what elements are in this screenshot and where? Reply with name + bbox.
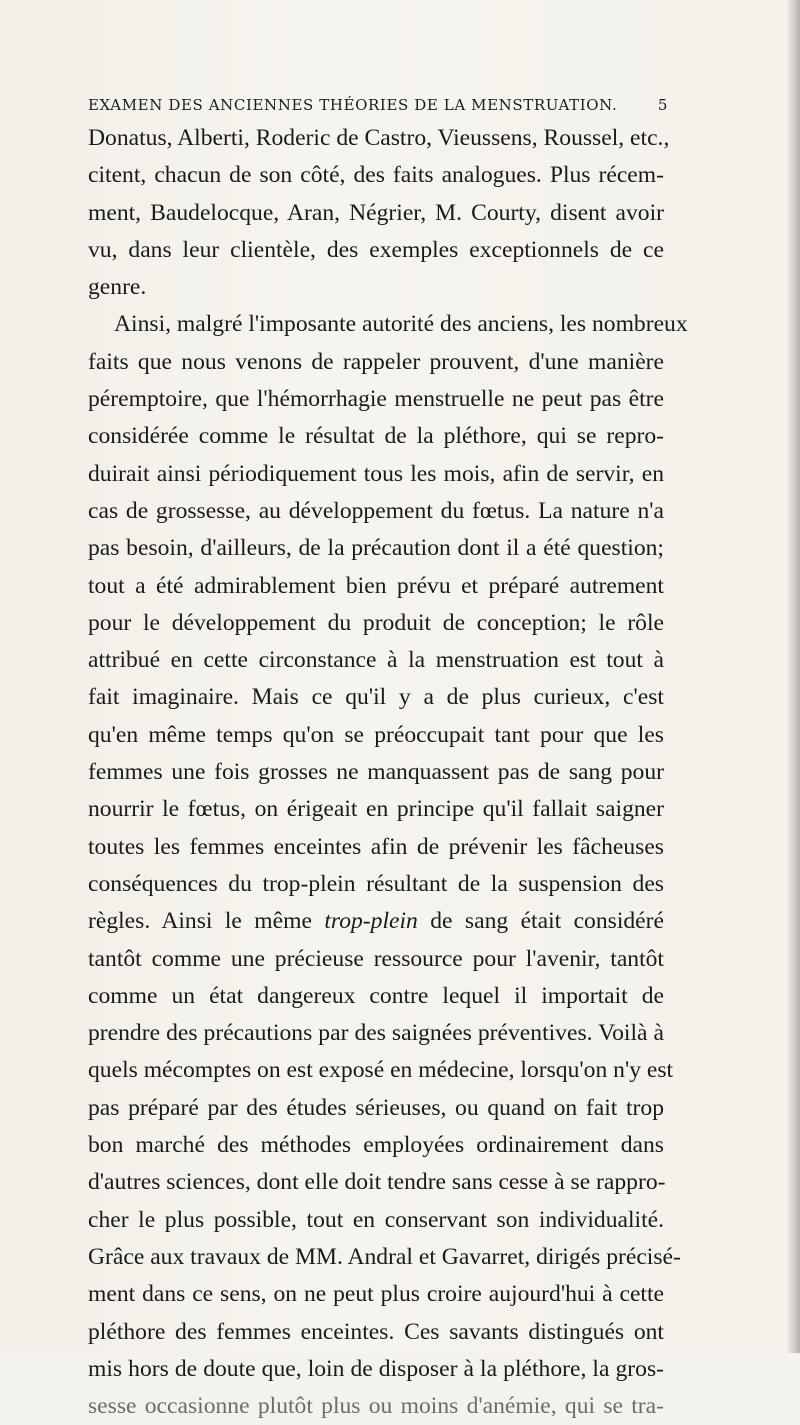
text-line: comme un état dangereux contre lequel il importait de bbox=[88, 982, 664, 1009]
text-line: femmes une fois grosses ne manquassent pas de sang pour bbox=[88, 759, 664, 786]
text-line: Grâce aux travaux de MM. Andral et Gavarret, dirigés précisé- bbox=[88, 1243, 681, 1270]
text-line: péremptoire, que l'hémorrhagie menstruelle ne peut pas être bbox=[88, 386, 664, 413]
text-line: pléthore des femmes enceintes. Ces savants distingués ont bbox=[88, 1318, 664, 1345]
text-line: attribué en cette circonstance à la menstruation est tout à bbox=[88, 647, 664, 674]
text-line: toutes les femmes enceintes afin de prévenir les fâcheuses bbox=[88, 833, 664, 860]
text-line: nourrir le fœtus, on érigeait en principe qu'il fallait saigner bbox=[88, 796, 664, 823]
text-line: pas besoin, d'ailleurs, de la précaution dont il a été question; bbox=[88, 535, 664, 562]
running-header bbox=[88, 96, 668, 114]
text-line: d'autres sciences, dont elle doit tendre sans cesse à se rappro- bbox=[88, 1169, 666, 1196]
text-line: quels mécomptes on est exposé en médecine, lorsqu'on n'y est bbox=[88, 1057, 674, 1084]
page-number: 5 bbox=[657, 96, 668, 114]
text-line: Ainsi, malgré l'imposante autorité des anciens, les nombreux bbox=[114, 311, 688, 338]
text-line: mis hors de doute que, loin de disposer à la pléthore, la gros- bbox=[88, 1355, 664, 1382]
text-line: bon marché des méthodes employées ordinairement dans bbox=[88, 1132, 664, 1159]
text-line: pas préparé par des études sérieuses, ou quand on fait trop bbox=[88, 1094, 664, 1121]
text-line: conséquences du trop-plein résultant de la suspension des bbox=[88, 870, 664, 897]
running-title: EXAMEN DES ANCIENNES THÉORIES DE LA MENSTRUATION. bbox=[88, 96, 618, 114]
text-line: ment dans ce sens, on ne peut plus croire aujourd'hui à cette bbox=[88, 1281, 664, 1308]
text-line: prendre des précautions par des saignées préventives. Voilà à bbox=[88, 1020, 664, 1047]
text-line: duirait ainsi périodiquement tous les mois, afin de servir, en bbox=[88, 460, 664, 487]
text-line-with-italic bbox=[88, 903, 664, 940]
text-line: ment, Baudelocque, Aran, Négrier, M. Courty, disent avoir bbox=[88, 199, 664, 226]
page-edge-shadow bbox=[786, 0, 800, 1353]
text-line: qu'en même temps qu'on se préoccupait tant pour que les bbox=[88, 721, 664, 748]
text-line: tantôt comme une précieuse ressource pour l'avenir, tantôt bbox=[88, 945, 664, 972]
text-line: vu, dans leur clientèle, des exemples exceptionnels de ce bbox=[88, 236, 664, 263]
text-line: cas de grossesse, au développement du fœtus. La nature n'a bbox=[88, 497, 664, 524]
text-line: tout a été admirablement bien prévu et préparé autrement bbox=[88, 572, 664, 599]
text-line: genre. bbox=[88, 274, 147, 301]
body-text bbox=[88, 120, 688, 1425]
text-fragment: de sang était considéré bbox=[430, 908, 664, 935]
text-line: pour le développement du produit de conception; le rôle bbox=[88, 609, 664, 636]
text-line: fait imaginaire. Mais ce qu'il y a de plus curieux, c'est bbox=[88, 684, 664, 711]
text-line: Donatus, Alberti, Roderic de Castro, Vieussens, Roussel, etc., bbox=[88, 125, 670, 151]
text-line: considérée comme le résultat de la pléthore, qui se repro- bbox=[88, 423, 664, 450]
italic-term: trop-plein bbox=[324, 908, 418, 935]
text-line: cher le plus possible, tout en conservant son individualité. bbox=[88, 1206, 664, 1233]
text-line: sesse occasionne plutôt plus ou moins d'anémie, qui se tra- bbox=[88, 1393, 664, 1420]
text-line: faits que nous venons de rappeler prouvent, d'une manière bbox=[88, 348, 664, 375]
text-line: citent, chacun de son côté, des faits analogues. Plus récem- bbox=[88, 162, 664, 189]
text-fragment: règles. Ainsi le même bbox=[88, 908, 312, 935]
